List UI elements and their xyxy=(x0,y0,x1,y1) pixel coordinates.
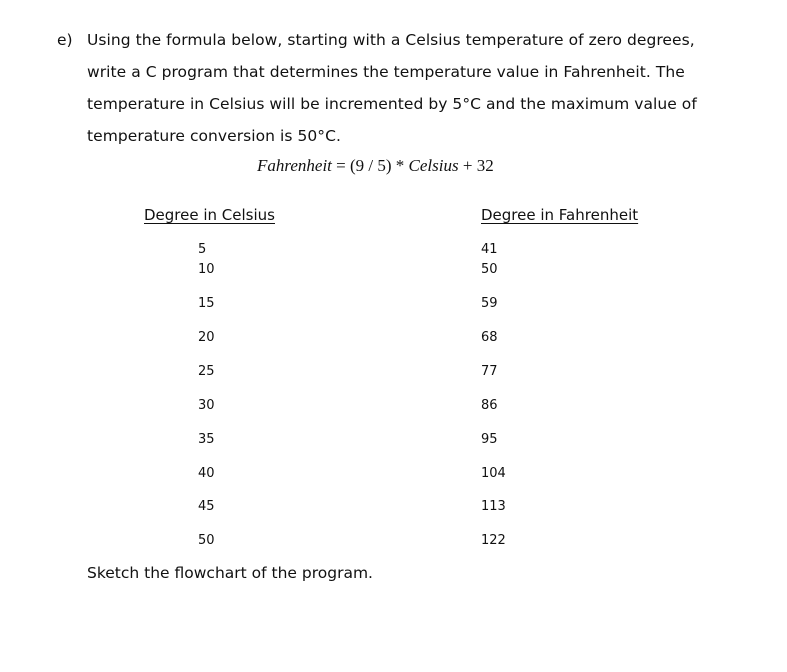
celsius-cell: 45 xyxy=(198,499,215,514)
fahrenheit-cell: 95 xyxy=(481,432,498,447)
celsius-header: Degree in Celsius xyxy=(144,206,275,224)
fahrenheit-cell: 77 xyxy=(481,364,498,379)
question-label: e) xyxy=(57,31,73,49)
conversion-formula xyxy=(257,156,494,176)
question-line-2: write a C program that determines the temperature value in Fahrenheit. The xyxy=(87,63,685,81)
formula-equals: = (9 / 5) * xyxy=(331,156,409,175)
fahrenheit-cell: 113 xyxy=(481,499,506,514)
formula-tail: + 32 xyxy=(458,156,494,175)
fahrenheit-cell: 50 xyxy=(481,262,498,277)
formula-lhs: Fahrenheit xyxy=(257,156,332,175)
celsius-cell: 35 xyxy=(198,432,215,447)
fahrenheit-cell: 86 xyxy=(481,398,498,413)
fahrenheit-cell: 104 xyxy=(481,466,506,481)
question-line-1: Using the formula below, starting with a Celsius temperature of zero degrees, xyxy=(87,31,695,49)
question-line-4: temperature conversion is 50°C. xyxy=(87,127,341,145)
formula-var: Celsius xyxy=(408,156,459,175)
question-line-3: temperature in Celsius will be incremented by 5°C and the maximum value of xyxy=(87,95,697,113)
fahrenheit-header: Degree in Fahrenheit xyxy=(481,206,639,224)
celsius-cell: 5 xyxy=(198,242,207,257)
celsius-cell: 40 xyxy=(198,466,215,481)
celsius-cell: 20 xyxy=(198,330,215,345)
flowchart-instruction: Sketch the flowchart of the program. xyxy=(87,564,373,582)
fahrenheit-cell: 59 xyxy=(481,296,498,311)
celsius-cell: 30 xyxy=(198,398,215,413)
celsius-cell: 25 xyxy=(198,364,215,379)
celsius-cell: 50 xyxy=(198,533,215,548)
fahrenheit-cell: 41 xyxy=(481,242,498,257)
fahrenheit-cell: 122 xyxy=(481,533,506,548)
celsius-cell: 15 xyxy=(198,296,215,311)
fahrenheit-cell: 68 xyxy=(481,330,498,345)
celsius-cell: 10 xyxy=(198,262,215,277)
